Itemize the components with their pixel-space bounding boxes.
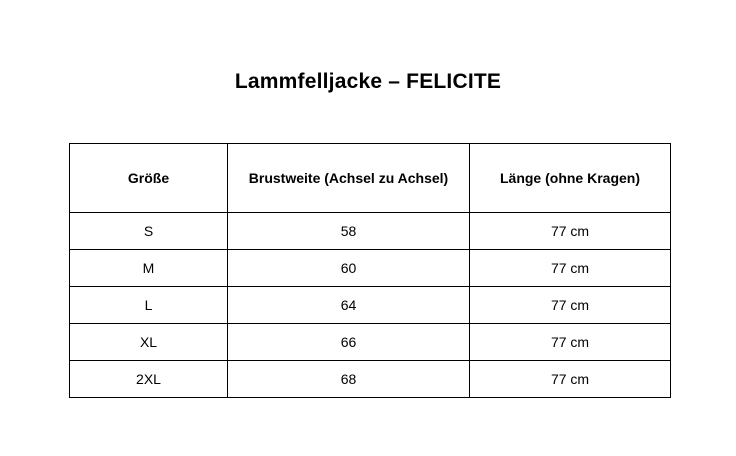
cell-size: XL — [70, 324, 228, 361]
page-title: Lammfelljacke – FELICITE — [234, 70, 502, 93]
cell-size: 2XL — [70, 361, 228, 398]
cell-size: L — [70, 287, 228, 324]
cell-length: 77 cm — [470, 361, 671, 398]
cell-chest-width: 60 — [228, 250, 470, 287]
header-length: Länge (ohne Kragen) — [470, 144, 671, 213]
cell-length: 77 cm — [470, 250, 671, 287]
cell-length: 77 cm — [470, 213, 671, 250]
table-row — [70, 213, 671, 250]
table-header-row — [70, 144, 671, 213]
table-row — [70, 250, 671, 287]
cell-length: 77 cm — [470, 287, 671, 324]
size-table — [69, 143, 671, 398]
cell-size: M — [70, 250, 228, 287]
cell-chest-width: 58 — [228, 213, 470, 250]
cell-size: S — [70, 213, 228, 250]
header-size: Größe — [70, 144, 228, 213]
table-row — [70, 361, 671, 398]
table-row — [70, 287, 671, 324]
header-chest-width: Brustweite (Achsel zu Achsel) — [228, 144, 470, 213]
cell-chest-width: 66 — [228, 324, 470, 361]
cell-chest-width: 68 — [228, 361, 470, 398]
cell-length: 77 cm — [470, 324, 671, 361]
table-row — [70, 324, 671, 361]
cell-chest-width: 64 — [228, 287, 470, 324]
